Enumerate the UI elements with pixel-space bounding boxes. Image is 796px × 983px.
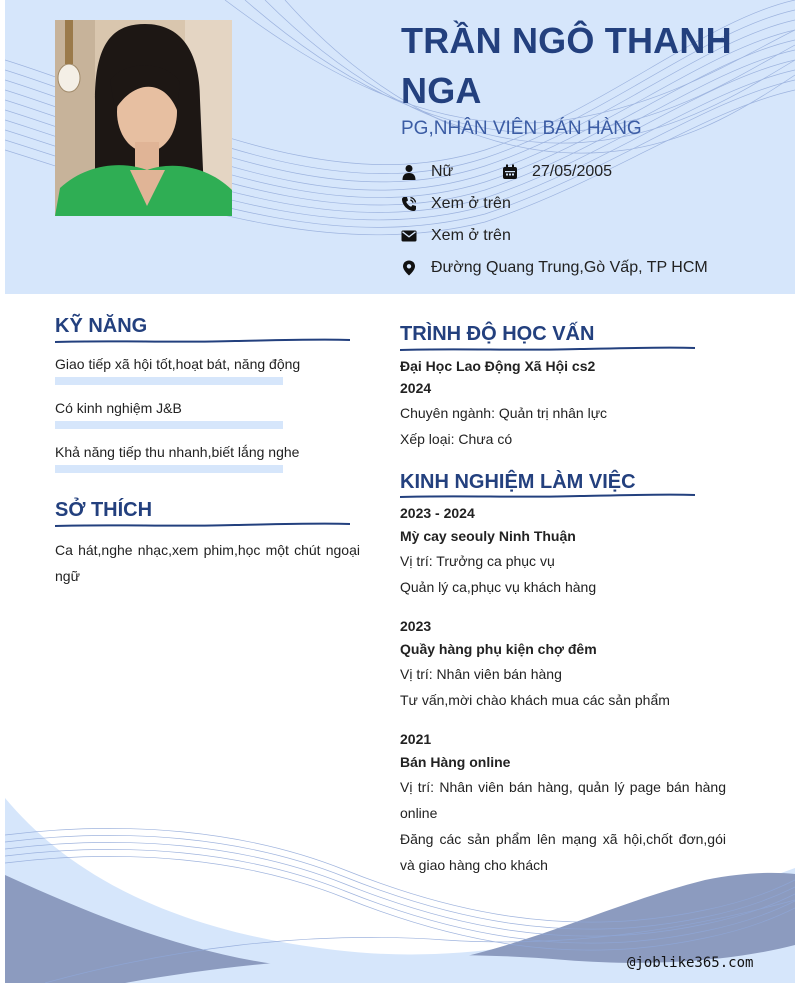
job-description: Tư vấn,mời chào khách mua các sản phẩm [400,692,670,708]
birthdate-row [502,161,612,183]
watermark: @joblike365.com [627,955,754,971]
job-period: 2023 [400,618,432,634]
hobbies-text: Ca hát,nghe nhạc,xem phim,học một chút ngoại ngữ [55,542,360,584]
education-major: Chuyên ngành: Quản trị nhân lực [400,405,608,421]
job-description: Quản lý ca,phục vụ khách hàng [400,579,597,595]
email-row [401,225,511,247]
gender-row [401,161,453,183]
phone-value: Xem ở trên [431,195,511,212]
birthdate-value: 27/05/2005 [532,163,613,180]
gender-value: Nữ [431,163,454,180]
skill-item: Có kinh nghiệm J&B [55,400,182,416]
phone-row [401,193,511,215]
skill-level-bar [55,377,283,385]
email-value: Xem ở trên [431,227,511,244]
job-position: Vị trí: Nhân viên bán hàng [400,666,562,682]
map-pin-icon [401,260,417,276]
candidate-name: TRẦN NGÔ THANH NGA [401,20,732,111]
calendar-icon [502,164,518,180]
envelope-icon [401,228,417,244]
address-row [401,257,708,279]
experience-heading: KINH NGHIỆM LÀM VIỆC [400,471,636,493]
hobbies-heading: SỞ THÍCH [55,499,153,521]
cv-sheet [5,0,795,983]
school-name: Đại Học Lao Động Xã Hội cs2 [400,358,596,374]
job-title: PG,NHÂN VIÊN BÁN HÀNG [401,118,642,139]
person-icon [401,164,417,180]
phone-icon [401,196,417,212]
education-grade: Xếp loại: Chưa có [400,431,513,447]
hobbies-heading-underline [55,520,350,530]
graduation-year: 2024 [400,380,432,396]
skill-item: Khả năng tiếp thu nhanh,biết lắng nghe [55,444,300,460]
job-position: Vị trí: Nhân viên bán hàng, quản lý page bán hàng online [400,779,726,821]
skill-item: Giao tiếp xã hội tốt,hoạt bát, năng động [55,356,301,372]
skill-level-bar [55,421,283,429]
job-description: Đăng các sản phẩm lên mạng xã hội,chốt đơn,gói và giao hàng cho khách [400,831,726,873]
skills-heading: KỸ NĂNG [55,315,148,337]
skills-heading-underline [55,336,350,346]
job-period: 2023 - 2024 [400,505,475,521]
profile-photo [55,20,232,216]
education-heading: TRÌNH ĐỘ HỌC VẤN [400,323,595,345]
job-period: 2021 [400,731,432,747]
job-company: Quầy hàng phụ kiện chợ đêm [400,641,597,657]
job-position: Vị trí: Trưởng ca phục vụ [400,553,555,569]
address-value: Đường Quang Trung,Gò Vấp, TP HCM [431,259,708,276]
job-company: Mỳ cay seouly Ninh Thuận [400,528,576,544]
portrait-illustration [55,20,232,216]
job-company: Bán Hàng online [400,754,511,770]
skill-level-bar [55,465,283,473]
